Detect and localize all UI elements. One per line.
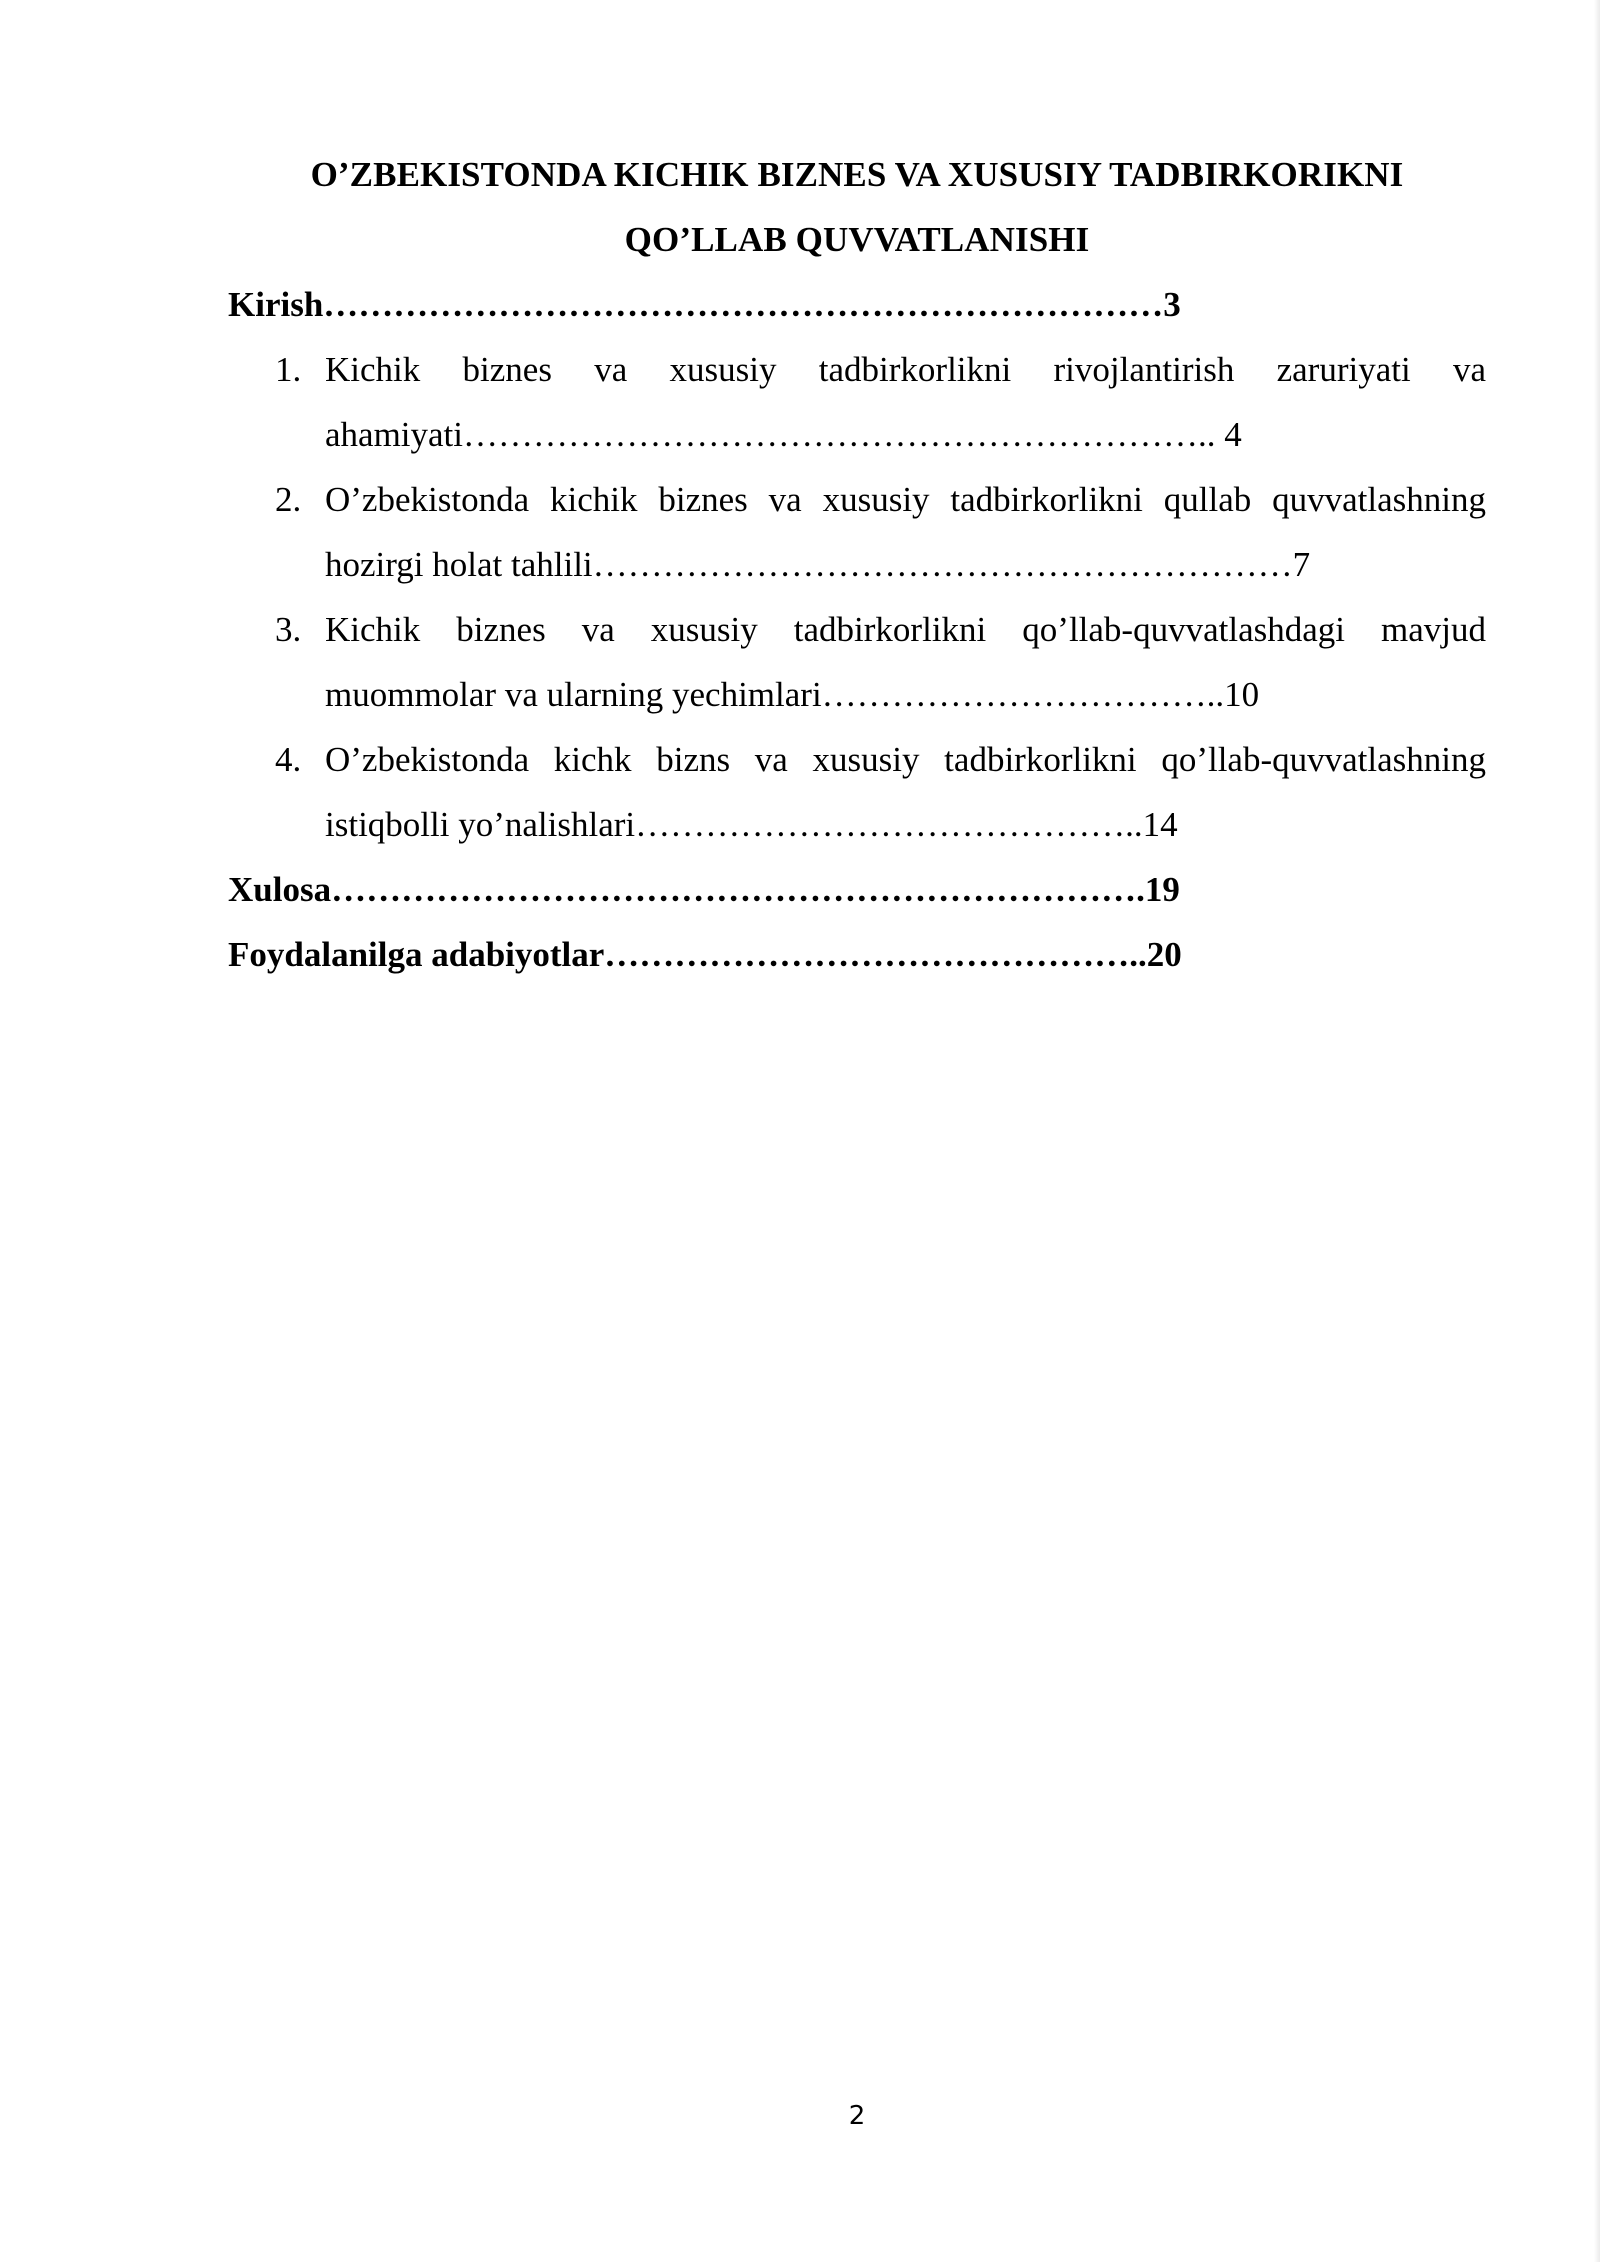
toc-item-2-line-2: hozirgi holat tahlili……………………………………………………7 (325, 545, 1311, 584)
toc-item-1-line-2: ahamiyati……………………………………………………….. 4 (325, 415, 1242, 454)
toc-item-4-number: 4. (275, 740, 302, 779)
toc-item-1-line-1: Kichik biznes va xususiy tadbirkorlikni rivojlantirish zaruriyati va (325, 350, 1486, 389)
toc-item-3-line-1: Kichik biznes va xususiy tadbirkorlikni qo’llab-quvvatlashdagi mavjud (325, 610, 1486, 649)
document-title-line-1: O’ZBEKISTONDA KICHIK BIZNES VA XUSUSIY TADBIRKORIKNI (310, 155, 1404, 194)
toc-item-2-number: 2. (275, 480, 302, 519)
toc-item-4-line-1: O’zbekistonda kichk bizns va xususiy tadbirkorlikni qo’llab-quvvatlashning (325, 740, 1486, 779)
toc-item-2-line-1: O’zbekistonda kichik biznes va xususiy tadbirkorlikni qullab quvvatlashning (325, 480, 1486, 519)
page-number: 2 (848, 2101, 866, 2131)
toc-item-4-line-2: istiqbolli yo’nalishlari……………………………………..14 (325, 805, 1178, 844)
toc-item-3-line-2: muommolar va ularning yechimlari……………………………..10 (325, 675, 1260, 714)
toc-entry-conclusion: Xulosa…………………………………………………………….19 (228, 870, 1180, 909)
toc-entry-references: Foydalanilga adabiyotlar………………………………………..20 (228, 935, 1182, 974)
document-title-line-2: QO’LLAB QUVVATLANISHI (624, 220, 1090, 259)
toc-item-3-number: 3. (275, 610, 302, 649)
toc-item-1-number: 1. (275, 350, 302, 389)
page-edge (1594, 0, 1600, 2262)
toc-entry-intro: Kirish………………………………………………………………3 (228, 285, 1181, 324)
